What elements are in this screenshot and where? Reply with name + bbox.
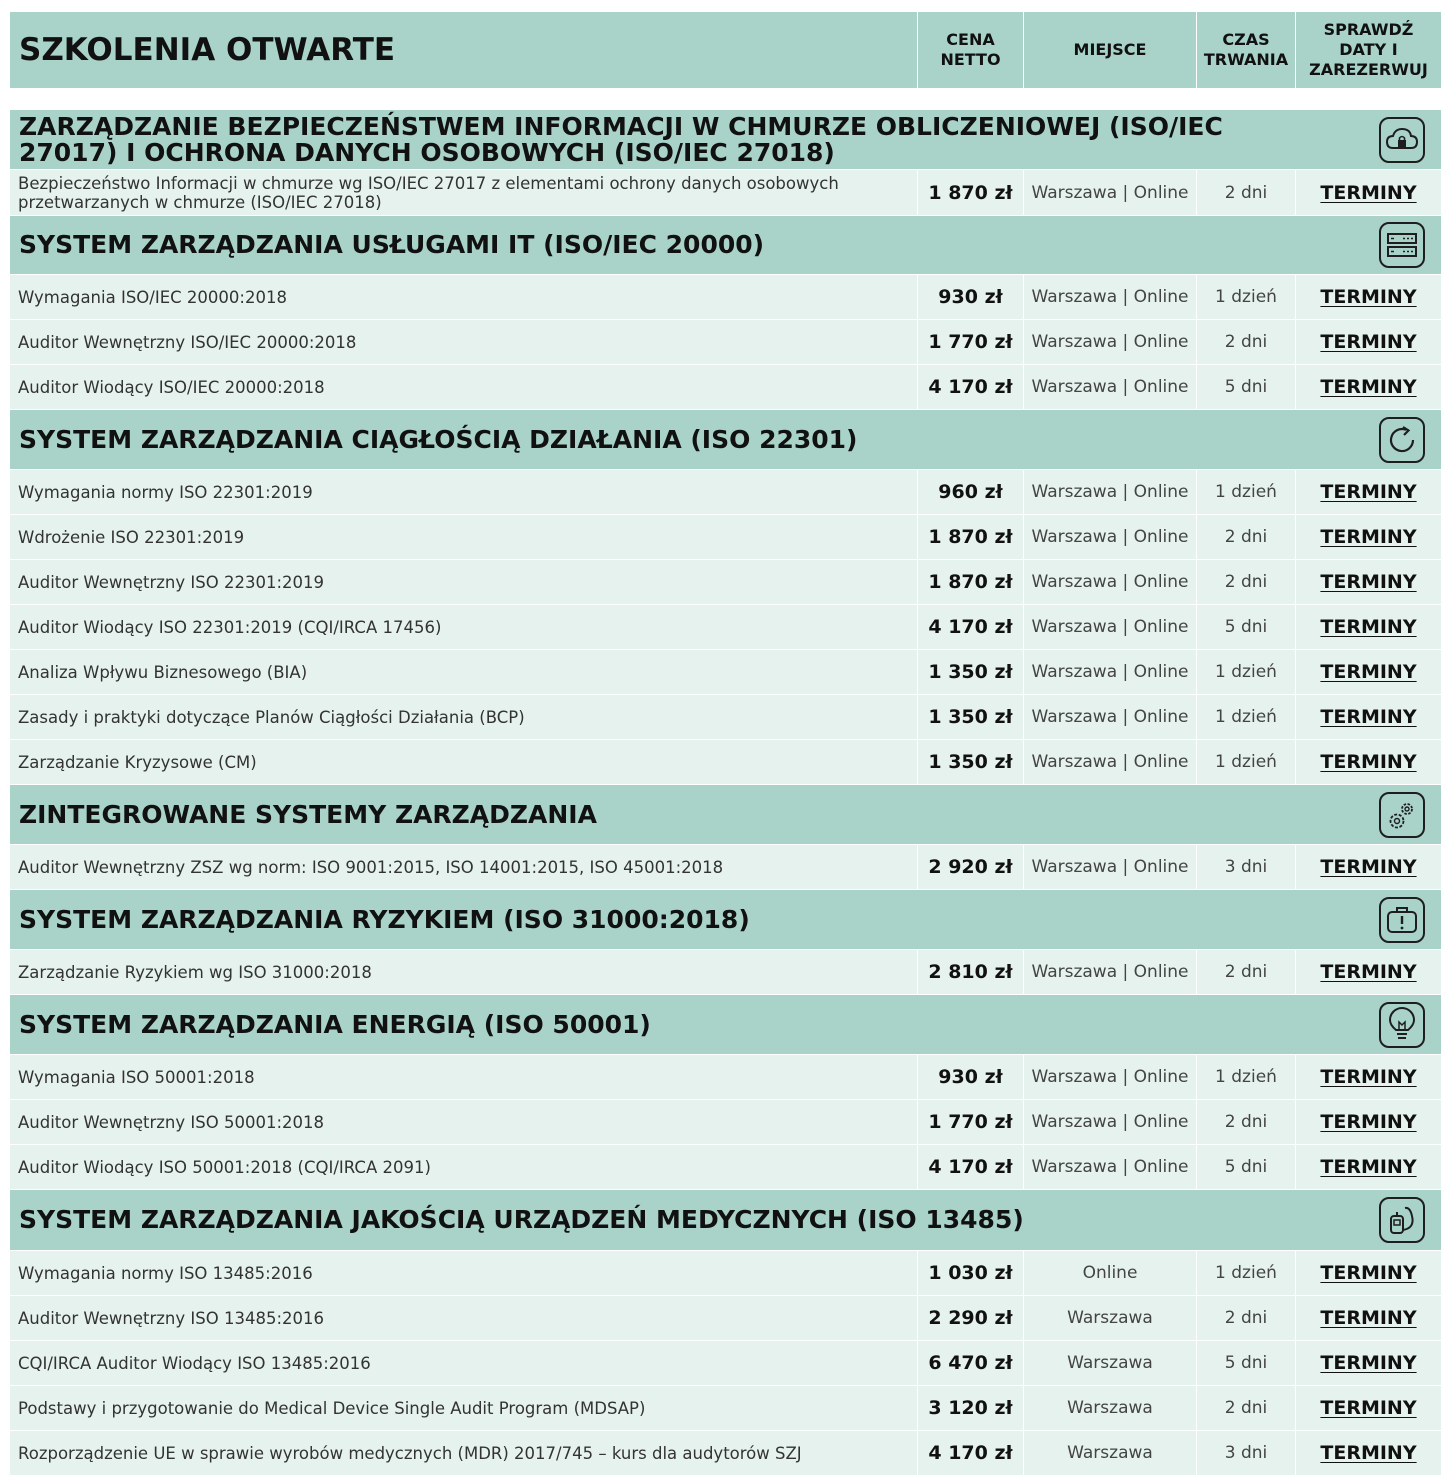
course-row xyxy=(10,470,1441,515)
course-link-cell xyxy=(1295,605,1441,649)
course-place: Warszawa | Online xyxy=(1023,320,1196,364)
course-link-cell xyxy=(1295,950,1441,994)
course-duration: 3 dni xyxy=(1196,1431,1295,1475)
course-duration: 5 dni xyxy=(1196,365,1295,409)
course-price: 4 170 zł xyxy=(917,1145,1023,1189)
course-link-cell xyxy=(1295,1431,1441,1475)
terminy-link[interactable]: TERMINY xyxy=(1320,1397,1417,1419)
terminy-link[interactable]: TERMINY xyxy=(1320,1352,1417,1374)
course-link-cell xyxy=(1295,845,1441,889)
course-price: 4 170 zł xyxy=(917,605,1023,649)
server-icon xyxy=(1379,222,1425,268)
course-row xyxy=(10,1100,1441,1145)
course-name: Analiza Wpływu Biznesowego (BIA) xyxy=(18,662,308,682)
course-name: Podstawy i przygotowanie do Medical Device Single Audit Program (MDSAP) xyxy=(18,1398,646,1418)
course-duration: 2 dni xyxy=(1196,320,1295,364)
terminy-link[interactable]: TERMINY xyxy=(1320,376,1417,398)
course-row xyxy=(10,740,1441,785)
course-price: 3 120 zł xyxy=(917,1386,1023,1430)
course-link-cell xyxy=(1295,515,1441,559)
course-price: 2 290 zł xyxy=(917,1296,1023,1340)
terminy-link[interactable]: TERMINY xyxy=(1320,481,1417,503)
course-duration: 1 dzień xyxy=(1196,1251,1295,1295)
course-place: Online xyxy=(1023,1251,1196,1295)
course-duration: 2 dni xyxy=(1196,1386,1295,1430)
course-name: Wdrożenie ISO 22301:2019 xyxy=(18,527,245,547)
course-place: Warszawa xyxy=(1023,1386,1196,1430)
terminy-link[interactable]: TERMINY xyxy=(1320,1442,1417,1464)
page-title: SZKOLENIA OTWARTE xyxy=(19,32,396,68)
course-link-cell xyxy=(1295,1100,1441,1144)
course-name: Zarządzanie Kryzysowe (CM) xyxy=(18,752,257,772)
cloud-lock-icon xyxy=(1379,117,1425,163)
course-price: 2 810 zł xyxy=(917,950,1023,994)
course-place: Warszawa | Online xyxy=(1023,560,1196,604)
course-duration: 1 dzień xyxy=(1196,650,1295,694)
medical-device-icon xyxy=(1379,1197,1425,1243)
terminy-link[interactable]: TERMINY xyxy=(1320,751,1417,773)
course-place: Warszawa | Online xyxy=(1023,1100,1196,1144)
course-name: Wymagania ISO 50001:2018 xyxy=(18,1067,255,1087)
course-link-cell xyxy=(1295,365,1441,409)
course-link-cell xyxy=(1295,1296,1441,1340)
course-duration: 2 dni xyxy=(1196,560,1295,604)
terminy-link[interactable]: TERMINY xyxy=(1320,856,1417,878)
course-place: Warszawa xyxy=(1023,1296,1196,1340)
course-row xyxy=(10,170,1441,216)
course-name: Auditor Wiodący ISO 22301:2019 (CQI/IRCA 17456) xyxy=(18,617,442,637)
terminy-link[interactable]: TERMINY xyxy=(1320,1156,1417,1178)
course-name: Zarządzanie Ryzykiem wg ISO 31000:2018 xyxy=(18,962,372,982)
course-link-cell xyxy=(1295,1386,1441,1430)
course-row xyxy=(10,275,1441,320)
course-link-cell xyxy=(1295,1145,1441,1189)
course-row xyxy=(10,695,1441,740)
course-duration: 2 dni xyxy=(1196,1296,1295,1340)
terminy-link[interactable]: TERMINY xyxy=(1320,286,1417,308)
category-title: SYSTEM ZARZĄDZANIA CIĄGŁOŚCIĄ DZIAŁANIA (ISO 22301) xyxy=(19,424,858,454)
training-table xyxy=(10,12,1441,1476)
course-duration: 5 dni xyxy=(1196,1145,1295,1189)
course-row xyxy=(10,320,1441,365)
terminy-link[interactable]: TERMINY xyxy=(1320,571,1417,593)
table-body xyxy=(10,110,1441,1476)
course-name: Rozporządzenie UE w sprawie wyrobów medycznych (MDR) 2017/745 – kurs dla audytorów SZJ xyxy=(18,1443,802,1463)
terminy-link[interactable]: TERMINY xyxy=(1320,331,1417,353)
course-name: Wymagania normy ISO 13485:2016 xyxy=(18,1263,313,1283)
course-link-cell xyxy=(1295,1251,1441,1295)
course-duration: 2 dni xyxy=(1196,1100,1295,1144)
course-price: 6 470 zł xyxy=(917,1341,1023,1385)
category-header xyxy=(10,890,1441,950)
course-row xyxy=(10,605,1441,650)
course-row xyxy=(10,1386,1441,1431)
gears-icon xyxy=(1379,792,1425,838)
course-duration: 3 dni xyxy=(1196,845,1295,889)
course-link-cell xyxy=(1295,740,1441,784)
course-price: 1 350 zł xyxy=(917,650,1023,694)
terminy-link[interactable]: TERMINY xyxy=(1320,616,1417,638)
course-row xyxy=(10,650,1441,695)
course-price: 1 870 zł xyxy=(917,170,1023,215)
terminy-link[interactable]: TERMINY xyxy=(1320,706,1417,728)
course-name: Bezpieczeństwo Informacji w chmurze wg ISO/IEC 27017 z elementami ochrony danych osobowych przetwarzanych w chmurze (ISO/IEC 27018) xyxy=(18,173,839,212)
course-place: Warszawa | Online xyxy=(1023,695,1196,739)
course-price: 4 170 zł xyxy=(917,365,1023,409)
course-price: 4 170 zł xyxy=(917,1431,1023,1475)
course-place: Warszawa xyxy=(1023,1341,1196,1385)
course-price: 1 770 zł xyxy=(917,320,1023,364)
course-price: 1 770 zł xyxy=(917,1100,1023,1144)
course-name: Auditor Wewnętrzny ZSZ wg norm: ISO 9001:2015, ISO 14001:2015, ISO 45001:2018 xyxy=(18,857,724,877)
course-link-cell xyxy=(1295,650,1441,694)
course-price: 1 870 zł xyxy=(917,515,1023,559)
course-duration: 1 dzień xyxy=(1196,1055,1295,1099)
course-price: 960 zł xyxy=(917,470,1023,514)
course-duration: 5 dni xyxy=(1196,605,1295,649)
course-duration: 2 dni xyxy=(1196,950,1295,994)
course-duration: 1 dzień xyxy=(1196,740,1295,784)
course-name: Auditor Wiodący ISO 50001:2018 (CQI/IRCA 2091) xyxy=(18,1157,431,1177)
course-duration: 5 dni xyxy=(1196,1341,1295,1385)
terminy-link[interactable]: TERMINY xyxy=(1320,526,1417,548)
course-name: Wymagania ISO/IEC 20000:2018 xyxy=(18,287,287,307)
course-duration: 1 dzień xyxy=(1196,275,1295,319)
course-price: 1 030 zł xyxy=(917,1251,1023,1295)
table-header xyxy=(10,12,1441,88)
category-header xyxy=(10,785,1441,845)
course-name: Auditor Wiodący ISO/IEC 20000:2018 xyxy=(18,377,325,397)
course-duration: 1 dzień xyxy=(1196,695,1295,739)
course-place: Warszawa | Online xyxy=(1023,275,1196,319)
course-row xyxy=(10,560,1441,605)
course-name: Auditor Wewnętrzny ISO/IEC 20000:2018 xyxy=(18,332,357,352)
course-place: Warszawa | Online xyxy=(1023,1145,1196,1189)
course-name: Auditor Wewnętrzny ISO 13485:2016 xyxy=(18,1308,324,1328)
category-header xyxy=(10,216,1441,275)
course-price: 2 920 zł xyxy=(917,845,1023,889)
course-row xyxy=(10,1251,1441,1296)
course-place: Warszawa xyxy=(1023,1431,1196,1475)
course-duration: 2 dni xyxy=(1196,515,1295,559)
terminy-link[interactable]: TERMINY xyxy=(1320,1262,1417,1284)
course-place: Warszawa | Online xyxy=(1023,845,1196,889)
course-place: Warszawa | Online xyxy=(1023,470,1196,514)
course-row xyxy=(10,1296,1441,1341)
col-price-header: CENA NETTO xyxy=(917,12,1023,88)
course-link-cell xyxy=(1295,695,1441,739)
course-row xyxy=(10,515,1441,560)
course-place: Warszawa | Online xyxy=(1023,950,1196,994)
refresh-icon xyxy=(1379,417,1425,463)
col-book-header: SPRAWDŹ DATY I ZAREZERWUJ xyxy=(1295,12,1441,88)
lightbulb-icon xyxy=(1379,1002,1425,1048)
course-price: 1 350 zł xyxy=(917,740,1023,784)
course-name: Auditor Wewnętrzny ISO 22301:2019 xyxy=(18,572,324,592)
col-duration-header: CZAS TRWANIA xyxy=(1196,12,1295,88)
category-title: ZARZĄDZANIE BEZPIECZEŃSTWEM INFORMACJI W CHMURZE OBLICZENIOWEJ (ISO/IEC 27017) I OCHRONA DANYCH OSOBOWYCH (ISO/IEC 27018) xyxy=(19,111,1223,167)
course-row xyxy=(10,365,1441,410)
category-title: SYSTEM ZARZĄDZANIA RYZYKIEM (ISO 31000:2018) xyxy=(19,904,750,934)
course-name: CQI/IRCA Auditor Wiodący ISO 13485:2016 xyxy=(18,1353,371,1373)
terminy-link[interactable]: TERMINY xyxy=(1320,961,1417,983)
course-price: 930 zł xyxy=(917,1055,1023,1099)
course-row xyxy=(10,1055,1441,1100)
course-link-cell xyxy=(1295,170,1441,215)
course-row xyxy=(10,1431,1441,1476)
course-place: Warszawa | Online xyxy=(1023,650,1196,694)
course-link-cell xyxy=(1295,470,1441,514)
course-place: Warszawa | Online xyxy=(1023,1055,1196,1099)
course-duration: 1 dzień xyxy=(1196,470,1295,514)
category-header xyxy=(10,410,1441,470)
terminy-link[interactable]: TERMINY xyxy=(1320,1111,1417,1133)
course-place: Warszawa | Online xyxy=(1023,515,1196,559)
category-title: SYSTEM ZARZĄDZANIA JAKOŚCIĄ URZĄDZEŃ MEDYCZNYCH (ISO 13485) xyxy=(19,1205,1024,1234)
course-place: Warszawa | Online xyxy=(1023,605,1196,649)
course-link-cell xyxy=(1295,1055,1441,1099)
course-link-cell xyxy=(1295,275,1441,319)
category-title: SYSTEM ZARZĄDZANIA ENERGIĄ (ISO 50001) xyxy=(19,1009,651,1039)
course-price: 930 zł xyxy=(917,275,1023,319)
course-name: Zasady i praktyki dotyczące Planów Ciągłości Działania (BCP) xyxy=(18,707,525,727)
briefcase-alert-icon xyxy=(1379,897,1425,943)
course-name: Auditor Wewnętrzny ISO 50001:2018 xyxy=(18,1112,324,1132)
col-place-header: MIEJSCE xyxy=(1023,12,1196,88)
course-place: Warszawa | Online xyxy=(1023,170,1196,215)
course-link-cell xyxy=(1295,560,1441,604)
course-duration: 2 dni xyxy=(1196,170,1295,215)
terminy-link[interactable]: TERMINY xyxy=(1320,661,1417,683)
course-row xyxy=(10,1145,1441,1190)
terminy-link[interactable]: TERMINY xyxy=(1320,1307,1417,1329)
category-header xyxy=(10,1190,1441,1251)
course-row xyxy=(10,950,1441,995)
course-link-cell xyxy=(1295,320,1441,364)
category-title: SYSTEM ZARZĄDZANIA USŁUGAMI IT (ISO/IEC 20000) xyxy=(19,230,765,259)
category-header xyxy=(10,110,1441,170)
terminy-link[interactable]: TERMINY xyxy=(1320,1066,1417,1088)
course-place: Warszawa | Online xyxy=(1023,740,1196,784)
course-place: Warszawa | Online xyxy=(1023,365,1196,409)
course-row xyxy=(10,845,1441,890)
course-price: 1 350 zł xyxy=(917,695,1023,739)
terminy-link[interactable]: TERMINY xyxy=(1320,181,1417,204)
course-name: Wymagania normy ISO 22301:2019 xyxy=(18,482,313,502)
course-link-cell xyxy=(1295,1341,1441,1385)
category-title: ZINTEGROWANE SYSTEMY ZARZĄDZANIA xyxy=(19,799,597,829)
course-row xyxy=(10,1341,1441,1386)
course-price: 1 870 zł xyxy=(917,560,1023,604)
category-header xyxy=(10,995,1441,1055)
